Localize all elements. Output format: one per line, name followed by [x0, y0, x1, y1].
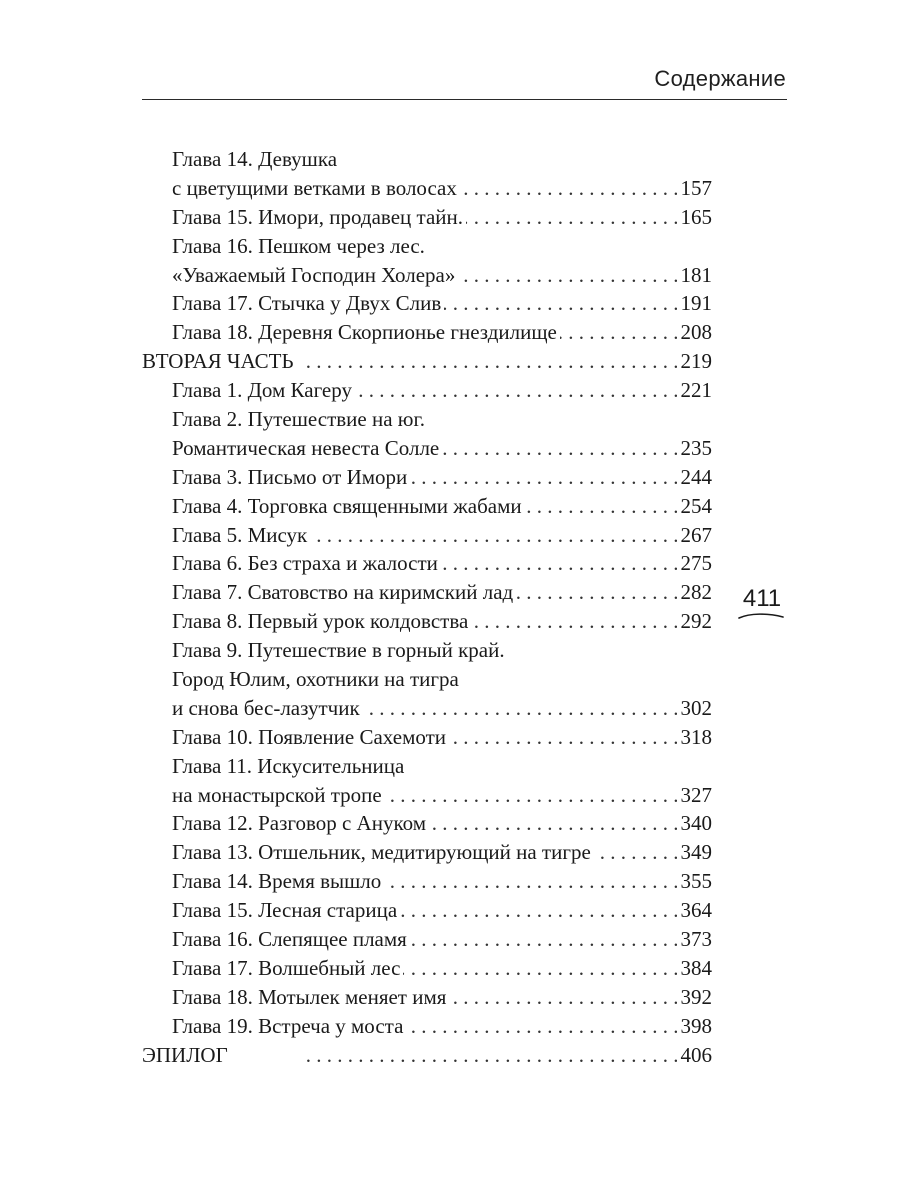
toc-page-number: 349: [677, 838, 713, 867]
toc-entry-title: ВТОРАЯ ЧАСТЬ: [142, 347, 297, 376]
toc-entry-title: Глава 15. Имори, продавец тайн.: [172, 203, 466, 232]
toc-chapter-entry: [0, 781, 900, 810]
toc-entry-title: Глава 16. Слепящее пламя: [172, 925, 410, 954]
toc-page-number: 327: [677, 781, 713, 810]
toc-chapter-entry: [0, 838, 900, 867]
toc-chapter-entry: [0, 289, 900, 318]
toc-entry-title: Глава 17. Стычка у Двух Слив: [172, 289, 444, 318]
toc-page-number: 392: [677, 983, 713, 1012]
header-rule: [142, 99, 787, 100]
toc-chapter-entry: [0, 232, 900, 261]
toc-entry-title: Глава 5. Мисук: [172, 521, 310, 550]
toc-chapter-entry: [0, 723, 900, 752]
toc-page-number: 302: [677, 694, 713, 723]
toc-entry-title: с цветущими ветками в волосах: [172, 174, 460, 203]
toc-entry-title: Глава 16. Пешком через лес.: [172, 232, 428, 261]
toc-page-number: 219: [677, 347, 713, 376]
dot-leader: [300, 1041, 710, 1070]
toc-page-number: 373: [677, 925, 713, 954]
toc-chapter-entry: [0, 665, 900, 694]
toc-chapter-entry: [0, 376, 900, 405]
toc-chapter-entry: [0, 867, 900, 896]
toc-entry-title: Глава 1. Дом Кагеру: [172, 376, 355, 405]
dot-leader: [300, 347, 710, 376]
toc-page-number: 406: [677, 1041, 713, 1070]
toc-page-number: 181: [677, 261, 713, 290]
toc-entry-title: Город Юлим, охотники на тигра: [172, 665, 462, 694]
toc-chapter-entry: [0, 463, 900, 492]
toc-page-number: 364: [677, 896, 713, 925]
toc-entry-title: Глава 9. Путешествие в горный край.: [172, 636, 508, 665]
toc-entry-title: Глава 10. Появление Сахемоти: [172, 723, 449, 752]
toc-entry-title: Глава 11. Искусительница: [172, 752, 407, 781]
dot-leader: [300, 376, 710, 405]
toc-chapter-entry: [0, 492, 900, 521]
toc-entry-title: Глава 17. Волшебный лес: [172, 954, 403, 983]
toc-part-entry: [0, 347, 900, 376]
dot-leader: [300, 521, 710, 550]
toc-chapter-entry: [0, 694, 900, 723]
toc-page-number: 318: [677, 723, 713, 752]
toc-entry-title: Глава 13. Отшельник, медитирующий на тигре: [172, 838, 594, 867]
toc-entry-title: Глава 14. Девушка: [172, 145, 340, 174]
toc-page-number: 165: [677, 203, 713, 232]
toc-chapter-entry: [0, 954, 900, 983]
toc-chapter-entry: [0, 809, 900, 838]
toc-entry-title: Глава 19. Встреча у моста: [172, 1012, 406, 1041]
toc-page-number: 340: [677, 809, 713, 838]
toc-part-entry: [0, 1041, 900, 1070]
toc-chapter-entry: [0, 1012, 900, 1041]
toc-entry-title: Глава 3. Письмо от Имори: [172, 463, 410, 492]
toc-page-number: 282: [677, 578, 713, 607]
toc-chapter-entry: [0, 203, 900, 232]
toc-page-number: 355: [677, 867, 713, 896]
toc-page-number: 191: [677, 289, 713, 318]
toc-page-number: 157: [677, 174, 713, 203]
toc-entry-title: Глава 14. Время вышло: [172, 867, 384, 896]
toc-entry-title: Глава 2. Путешествие на юг.: [172, 405, 428, 434]
toc-chapter-entry: [0, 174, 900, 203]
toc-chapter-entry: [0, 636, 900, 665]
toc-entry-title: и снова бес-лазутчик: [172, 694, 363, 723]
toc-chapter-entry: [0, 318, 900, 347]
toc-chapter-entry: [0, 405, 900, 434]
running-head: Содержание: [654, 66, 786, 91]
toc-entry-title: на монастырской тропе: [172, 781, 385, 810]
toc-chapter-entry: [0, 549, 900, 578]
toc-chapter-entry: [0, 145, 900, 174]
toc-chapter-entry: [0, 983, 900, 1012]
toc-entry-title: Глава 7. Сватовство на киримский лад: [172, 578, 516, 607]
folio-swash-ornament: [738, 612, 784, 622]
toc-chapter-entry: [0, 925, 900, 954]
toc-page-number: 384: [677, 954, 713, 983]
toc-entry-title: Глава 6. Без страха и жалости: [172, 549, 441, 578]
toc-chapter-entry: [0, 434, 900, 463]
toc-entry-title: ЭПИЛОГ: [142, 1041, 231, 1070]
toc-page-number: 208: [677, 318, 713, 347]
toc-entry-title: Глава 18. Деревня Скорпионье гнездилище: [172, 318, 560, 347]
toc-chapter-entry: [0, 752, 900, 781]
page-number: 411: [742, 585, 782, 612]
toc-page-number: 398: [677, 1012, 713, 1041]
toc-page-number: 235: [677, 434, 713, 463]
toc-entry-title: Глава 4. Торговка священными жабами: [172, 492, 525, 521]
toc-page-number: 221: [677, 376, 713, 405]
toc-chapter-entry: [0, 261, 900, 290]
toc-page-number: 254: [677, 492, 713, 521]
toc-entry-title: «Уважаемый Господин Холера»: [172, 261, 458, 290]
toc-page-number: 275: [677, 549, 713, 578]
toc-chapter-entry: [0, 521, 900, 550]
toc-entry-title: Романтическая невеста Солле: [172, 434, 442, 463]
toc-entry-title: Глава 8. Первый урок колдовства: [172, 607, 471, 636]
toc-entry-title: Глава 15. Лесная старица: [172, 896, 400, 925]
toc-entry-title: Глава 18. Мотылек меняет имя: [172, 983, 449, 1012]
toc-entry-title: Глава 12. Разговор с Ануком: [172, 809, 429, 838]
toc-page-number: 292: [677, 607, 713, 636]
toc-page-number: 244: [677, 463, 713, 492]
toc-page-number: 267: [677, 521, 713, 550]
toc-chapter-entry: [0, 896, 900, 925]
